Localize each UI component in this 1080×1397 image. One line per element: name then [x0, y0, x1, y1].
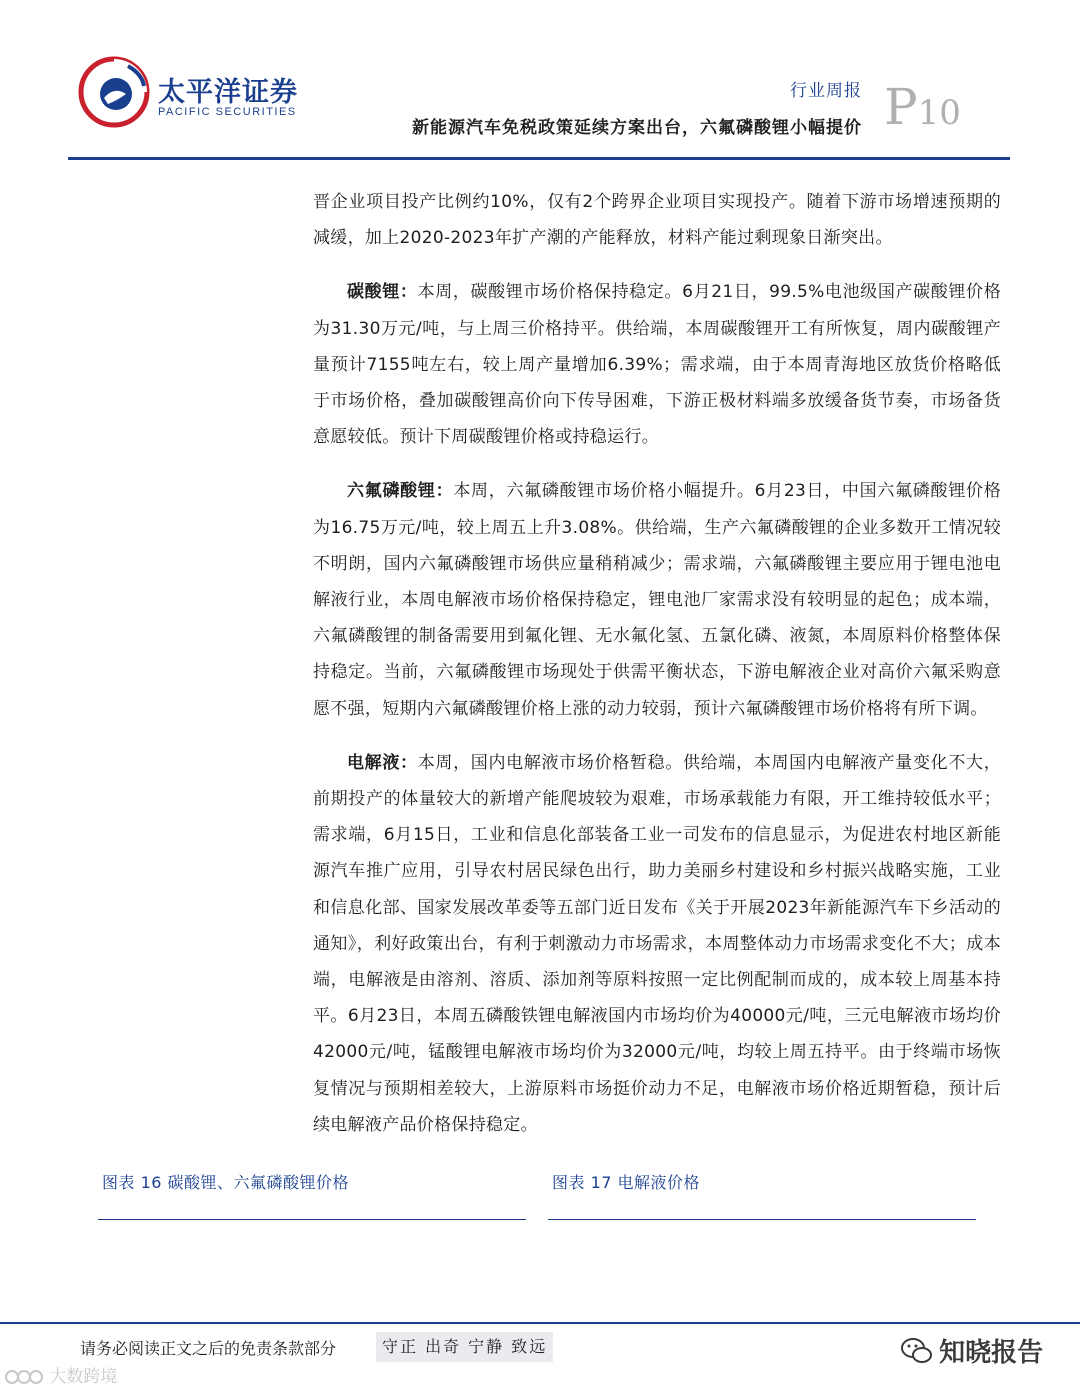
paragraph-text: 晋企业项目投产比例约10%，仅有2个跨界企业项目实现投产。随着下游市场增速预期的减缓，加上2020-2023年扩产潮的产能释放，材料产能过剩现象日渐突出。 — [313, 192, 1001, 249]
body-paragraph — [313, 184, 1001, 256]
report-body — [313, 184, 1001, 1161]
logo-company-name-en: PACIFIC SECURITIES — [158, 106, 297, 118]
watermark-right — [900, 1332, 1043, 1369]
paragraph-text: 本周，国内电解液市场价格暂稳。供给端，本周国内电解液产量变化不大，前期投产的体量较大的新增产能爬坡较为艰难，市场承载能力有限，开工维持较低水平；需求端，6月15日，工业和信息化部装备工业一司发布的信息显示，为促进农村地区新能源汽车推广应用，引导农村居民绿色出行，助力美丽乡村建设和乡村振兴战略实施，工业和信息化部、国家发展改革委等五部门近日发布《关于开展2023年新能源汽车下乡活动的通知》，利好政策出台，有利于刺激动力市场需求，本周整体动力市场需求变化不大；成本端，电解液是由溶剂、溶质、添加剂等原料按照一定比例配制而成的，成本较上周基本持平。6月23日，本周五磷酸铁锂电解液国内市场均价为40000元/吨，三元电解液市场均价42000元/吨，锰酸锂电解液市场均价为32000元/吨，均较上周五持平。由于终端市场恢复情况与预期相差较大，上游原料市场挺价动力不足，电解液市场价格近期暂稳，预计后续电解液产品价格保持稳定。 — [313, 752, 1001, 1135]
page-number-prefix: P — [884, 78, 918, 136]
watermark-right-text: 知晓报告 — [939, 1338, 1044, 1368]
report-title: 新能源汽车免税政策延续方案出台，六氟磷酸锂小幅提价 — [412, 118, 862, 138]
paragraph-text: 本周，碳酸锂市场价格保持稳定。6月21日，99.5%电池级国产碳酸锂价格为31.30万元/吨，与上周三价格持平。供给端，本周碳酸锂开工有所恢复，周内碳酸锂产量预计7155吨左右，较上周产量增加6.39%；需求端，由于本周青海地区放货价格略低于市场价格，叠加碳酸锂高价向下传导困难，下游正极材料端多放缓备货节奏，市场备货意愿较低。预计下周碳酸锂价格或持稳运行。 — [313, 282, 1001, 448]
watermark-left-text: 大数跨境 — [49, 1367, 118, 1387]
watermark-logo-icon — [4, 1367, 44, 1387]
paragraph-lead: 六氟磷酸锂： — [347, 481, 454, 502]
watermark-left — [4, 1362, 117, 1387]
footer-disclaimer: 请务必阅读正文之后的免责条款部分 — [80, 1339, 337, 1358]
figure-17-divider — [548, 1219, 976, 1220]
figure-17-caption: 图表 17 电解液价格 — [552, 1173, 701, 1192]
footer-motto: 守正 出奇 宁静 致远 — [376, 1332, 553, 1362]
header-divider — [68, 157, 1010, 160]
page-number-value: 10 — [917, 93, 961, 133]
wechat-icon — [900, 1336, 934, 1366]
page-number — [884, 78, 961, 136]
paragraph-text: 本周，六氟磷酸锂市场价格小幅提升。6月23日，中国六氟磷酸锂价格为16.75万元/吨，较上周五上升3.08%。供给端，生产六氟磷酸锂的企业多数开工情况较不明朗，国内六氟磷酸锂市场供应量稍稍减少；需求端，六氟磷酸锂主要应用于锂电池电解液行业，本周电解液市场价格保持稳定，锂电池厂家需求没有较明显的起色；成本端，六氟磷酸锂的制备需要用到氟化锂、无水氟化氢、五氯化磷、液氮，本周原料价格整体保持稳定。当前，六氟磷酸锂市场现处于供需平衡状态，下游电解液企业对高价六氟采购意愿不强，短期内六氟磷酸锂价格上涨的动力较弱，预计六氟磷酸锂市场价格将有所下调。 — [313, 481, 1001, 719]
company-logo — [78, 56, 308, 138]
report-type-label: 行业周报 — [790, 81, 862, 101]
body-paragraph-lithium-hexafluorophosphate — [313, 473, 1001, 726]
figure-16-caption: 图表 16 碳酸锂、六氟磷酸锂价格 — [102, 1173, 350, 1192]
pacific-securities-logo-icon — [78, 56, 150, 128]
figure-16-divider — [98, 1219, 526, 1220]
logo-company-name-cn: 太平洋证券 — [158, 77, 298, 108]
paragraph-lead: 碳酸锂： — [347, 282, 418, 303]
body-paragraph-lithium-carbonate — [313, 274, 1001, 455]
footer-divider — [0, 1322, 1080, 1324]
paragraph-lead: 电解液： — [347, 752, 418, 773]
body-paragraph-electrolyte — [313, 745, 1001, 1143]
